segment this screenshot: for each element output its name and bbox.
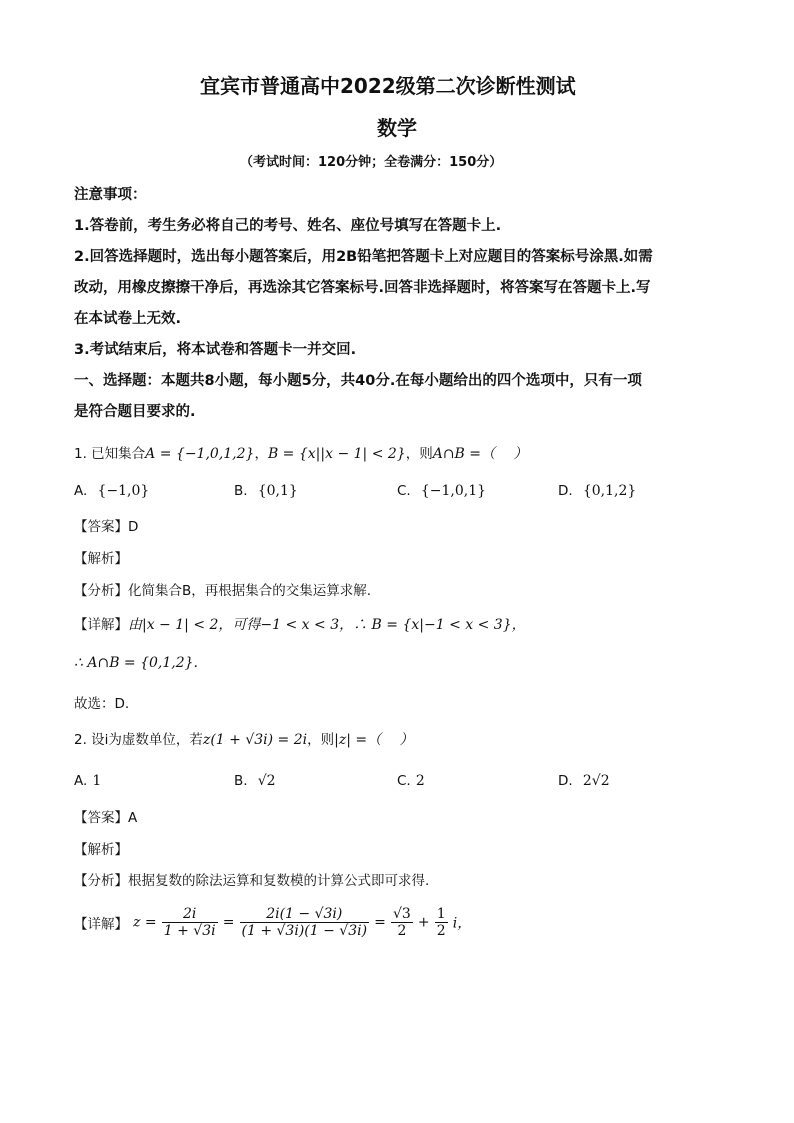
section-heading-line1: 一、选择题：本题共8小题，每小题5分，共40分.在每小题给出的四个选项中，只有一项 [74, 373, 642, 389]
q1-option-b: B. {0,1} [234, 483, 298, 499]
q1-analysis-tag: 【解析】 [74, 551, 128, 567]
q2-option-d: D. 2√2 [558, 773, 610, 789]
q2-option-c: C. 2 [397, 773, 425, 789]
q1-fenxi: 【分析】化简集合B，再根据集合的交集运算求解. [74, 583, 372, 599]
q2-eq-end: i， [452, 915, 472, 932]
q1-set-b: B = {x||x − 1| < 2} [267, 446, 406, 462]
q2-prefix: 2. 设i为虚数单位，若 [74, 732, 203, 748]
q2-fenxi: 【分析】根据复数的除法运算和复数模的计算公式即可求得. [74, 873, 430, 889]
q1-prefix: 1. 已知集合 [74, 446, 146, 462]
q1-then: ，则 [405, 446, 433, 462]
page-title: 宜宾市普通高中2022级第二次诊断性测试 [200, 74, 576, 98]
q1-answer: 【答案】D [74, 519, 139, 535]
q2-fraction-2: $\frac{2i(1 - √3i)}{(1 + √3i)(1 - √3i)}$ [241, 906, 368, 939]
q2-option-b: B. √2 [234, 773, 276, 789]
q2-eq-lhs: z = [133, 914, 157, 931]
question-2-stem [74, 728, 414, 749]
notes-item-2-line3: 在本试卷上无效. [74, 311, 182, 327]
q1-xiangjie: 【详解】由|x − 1| < 2，可得−1 < x < 3，∴ B = {x|−1 < x < 3}， [74, 617, 526, 633]
exam-info: （考试时间：120分钟；全卷满分：150分） [240, 155, 503, 170]
subject-title: 数学 [377, 116, 417, 140]
q1-xiangjie-result: ∴ A∩B = {0,1,2}. [74, 655, 199, 671]
q2-fraction-1: $\frac{2i}{1 + √3i}$ [163, 906, 216, 939]
q2-then: ，则 [307, 732, 335, 748]
q1-comma: ， [254, 446, 268, 462]
q2-condition: z(1 + √3i) = 2i [202, 732, 308, 748]
section-heading-line2: 是符合题目要求的. [74, 404, 196, 420]
q1-ask: A∩B =（ ） [432, 446, 528, 462]
q2-xiangjie: 【详解】 z = $\frac{2i}{1 + √3i}$ = $\frac{2i(1 - √3i)}{(1 + √3i)(1 - √3i)}$ = $\frac{√3}{2}$ + $\frac{1}{2}$ i， [74, 906, 472, 939]
notes-item-2-line2: 改动，用橡皮擦擦干净后，再选涂其它答案标号.回答非选择题时，将答案写在答题卡上.写 [74, 280, 651, 296]
q1-option-a: A. {−1,0} [74, 483, 150, 499]
q1-conclusion: 故选：D. [74, 696, 130, 712]
q2-ask: |z| =（ ） [334, 732, 414, 748]
q1-option-c: C. {−1,0,1} [397, 483, 487, 499]
question-1-stem [74, 442, 527, 463]
notes-item-1: 1.答卷前，考生务必将自己的考号、姓名、座位号填写在答题卡上. [74, 218, 502, 234]
q2-fraction-4: $\frac{1}{2}$ [436, 906, 446, 939]
notes-heading: 注意事项： [74, 187, 147, 203]
q2-analysis-tag: 【解析】 [74, 842, 128, 858]
q1-set-a: A = {−1,0,1,2} [145, 446, 255, 462]
notes-item-3: 3.考试结束后，将本试卷和答题卡一并交回. [74, 342, 357, 358]
notes-item-2-line1: 2.回答选择题时，选出每小题答案后，用2B铅笔把答题卡上对应题目的答案标号涂黑.如需 [74, 249, 653, 265]
q2-answer: 【答案】A [74, 810, 138, 826]
q2-option-a: A. 1 [74, 773, 102, 789]
q2-fraction-3: $\frac{√3}{2}$ [392, 906, 411, 939]
q1-option-d: D. {0,1,2} [558, 483, 637, 499]
